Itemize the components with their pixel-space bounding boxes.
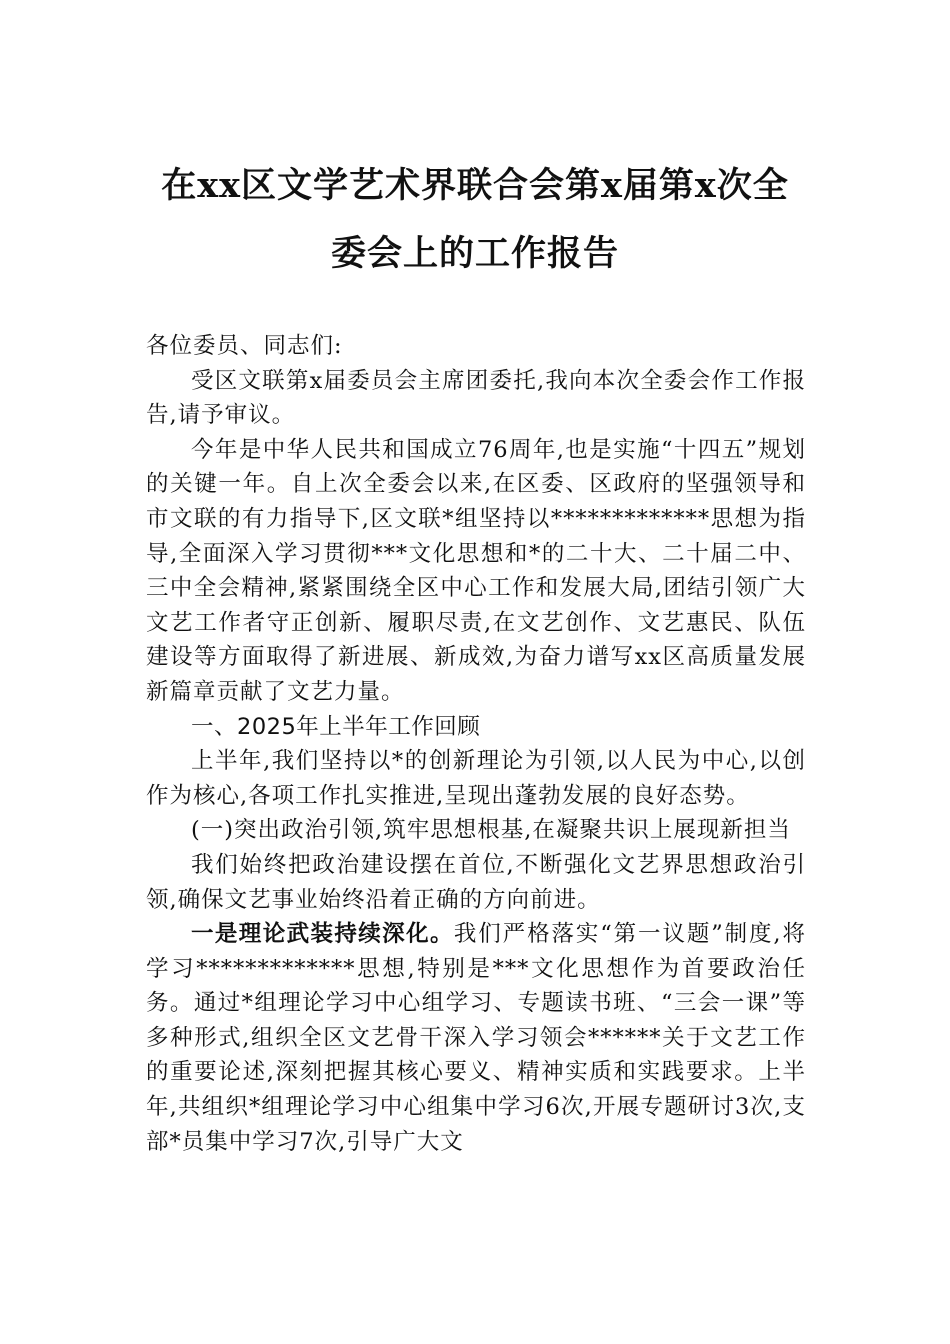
- subsection-1-paragraph: 我们始终把政治建设摆在首位,不断强化文艺界思想政治引领,确保文艺事业始终沿着正确的方向前进。: [146, 851, 806, 913]
- point-1-text: 我们严格落实“第一议题”制度,将学习*************思想,特别是***文化思想作为首要政治任务。通过*组理论学习中心组学习、专题读书班、“三会一课”等多种形式,组织全区文艺骨干深入学习领会******关于文艺工作的重要论述,深刻把握其核心要义、精神实质和实践要求。上半年,共组织*组理论学习中心组集中学习6次,开展专题研讨3次,支部*员集中学习7次,引导广大文: [146, 921, 806, 1155]
- intro-paragraph: 受区文联第x届委员会主席团委托,我向本次全委会作工作报告,请予审议。: [146, 367, 806, 429]
- point-1-lead: 一是理论武装持续深化。: [191, 921, 454, 948]
- document-title-line-2: 委会上的工作报告: [330, 233, 619, 274]
- section-1-heading: 一、2025年上半年工作回顾: [191, 713, 481, 740]
- salutation: 各位委员、同志们:: [146, 333, 343, 359]
- document-title-line-1: 在xx区文学艺术界联合会第x届第x次全: [161, 165, 789, 206]
- point-1-paragraph: [146, 917, 806, 1159]
- section-1-paragraph: 上半年,我们坚持以*的创新理论为引领,以人民为中心,以创作为核心,各项工作扎实推进,呈现出蓬勃发展的良好态势。: [146, 748, 806, 809]
- document-body: [146, 329, 806, 1159]
- overview-paragraph: 今年是中华人民共和国成立76周年,也是实施“十四五”规划的关键一年。自上次全委会以来,在区委、区政府的坚强领导和市文联的有力指导下,区文联*组坚持以*************思想为指导,全面深入学习贯彻***文化思想和*的二十大、二十届二中、三中全会精神,紧紧围绕全区中心工作和发展大局,团结引领广大文艺工作者守正创新、履职尽责,在文艺创作、文艺惠民、队伍建设等方面取得了新进展、新成效,为奋力谱写xx区高质量发展新篇章贡献了文艺力量。: [146, 436, 806, 705]
- subsection-1-heading: (一)突出政治引领,筑牢思想根基,在凝聚共识上展现新担当: [191, 817, 791, 844]
